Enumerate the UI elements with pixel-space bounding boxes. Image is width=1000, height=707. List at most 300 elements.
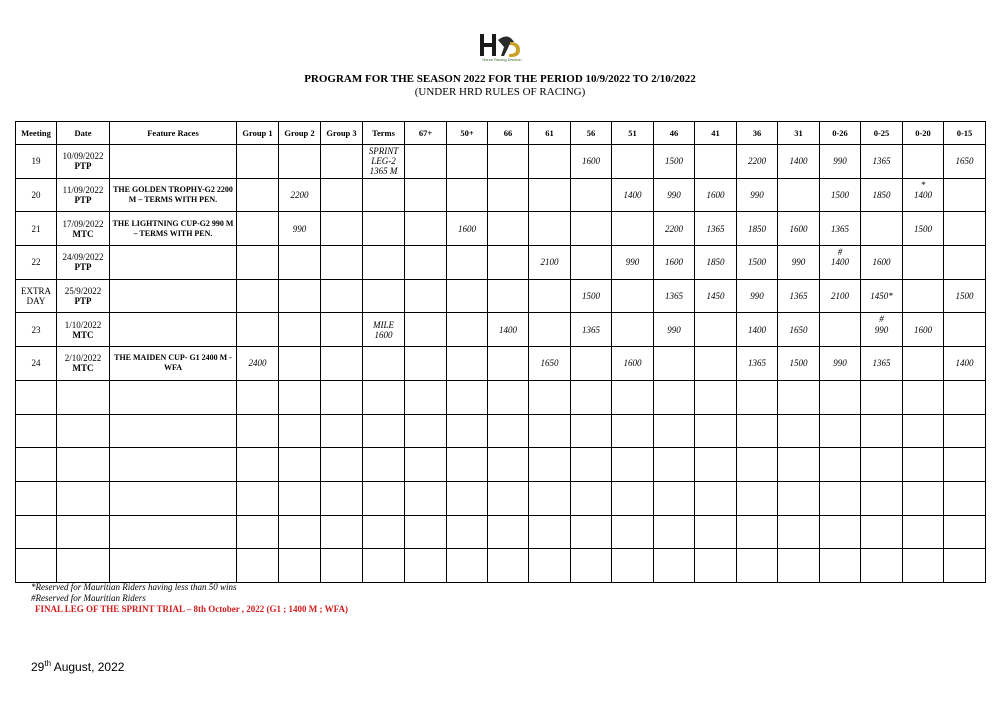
empty-cell xyxy=(488,414,529,448)
empty-cell xyxy=(654,515,695,549)
distance-cell: 1650 xyxy=(944,145,986,179)
distance-cell xyxy=(321,279,363,313)
distance-cell xyxy=(321,145,363,179)
distance-cell: 1600 xyxy=(861,246,903,280)
distance-cell xyxy=(405,212,447,246)
empty-cell xyxy=(488,549,529,583)
empty-cell xyxy=(16,380,57,414)
empty-cell xyxy=(529,380,571,414)
date-cell: 1/10/2022 MTC xyxy=(57,313,110,347)
empty-cell xyxy=(861,414,903,448)
distance-cell: 990 xyxy=(654,313,695,347)
table-row xyxy=(16,145,986,179)
distance-cell: 2200 xyxy=(279,178,321,212)
empty-cell xyxy=(903,515,944,549)
empty-cell xyxy=(695,549,737,583)
empty-cell xyxy=(944,515,986,549)
distance-cell: 1600 xyxy=(447,212,488,246)
empty-cell xyxy=(321,380,363,414)
distance-cell xyxy=(405,145,447,179)
column-header: 0-15 xyxy=(944,122,986,145)
empty-cell xyxy=(447,549,488,583)
empty-cell xyxy=(571,414,612,448)
empty-cell xyxy=(237,414,279,448)
distance-cell xyxy=(237,313,279,347)
empty-cell xyxy=(820,481,861,515)
column-header: 46 xyxy=(654,122,695,145)
empty-cell xyxy=(944,380,986,414)
meeting-cell: 22 xyxy=(16,246,57,280)
empty-cell xyxy=(695,481,737,515)
empty-cell xyxy=(405,549,447,583)
distance-cell: 1365 xyxy=(861,145,903,179)
empty-cell xyxy=(363,380,405,414)
distance-cell: 1365 xyxy=(737,347,778,381)
empty-cell xyxy=(405,414,447,448)
table-row xyxy=(16,246,986,280)
final-leg-note: FINAL LEG OF THE SPRINT TRIAL – 8th October , 2022 (G1 ; 1400 M ; WFA) xyxy=(35,604,348,614)
distance-cell: 1600 xyxy=(571,145,612,179)
program-table xyxy=(15,121,986,583)
footer-date: 29th August, 2022 xyxy=(31,659,125,674)
empty-cell xyxy=(612,549,654,583)
terms-cell xyxy=(363,212,405,246)
distance-cell xyxy=(944,178,986,212)
column-header: 66 xyxy=(488,122,529,145)
distance-cell xyxy=(279,347,321,381)
feature-race-cell xyxy=(110,145,237,179)
distance-cell: 1450* xyxy=(861,279,903,313)
empty-cell xyxy=(820,549,861,583)
distance-cell: 990 xyxy=(778,246,820,280)
empty-cell xyxy=(903,448,944,482)
distance-cell xyxy=(695,313,737,347)
empty-row xyxy=(16,448,986,482)
empty-cell xyxy=(279,414,321,448)
empty-cell xyxy=(405,380,447,414)
empty-cell xyxy=(695,414,737,448)
empty-cell xyxy=(321,481,363,515)
distance-cell xyxy=(405,246,447,280)
empty-cell xyxy=(447,515,488,549)
empty-cell xyxy=(695,515,737,549)
reserve-mark: * xyxy=(920,179,926,190)
distance-cell: 1600 xyxy=(695,178,737,212)
column-header: 61 xyxy=(529,122,571,145)
distance-cell xyxy=(944,246,986,280)
distance-cell: 990 xyxy=(737,178,778,212)
empty-cell xyxy=(861,549,903,583)
distance-cell: 1365 xyxy=(571,313,612,347)
feature-race-cell: THE LIGHTNING CUP-G2 990 M – TERMS WITH PEN. xyxy=(110,212,237,246)
distance-cell: 1650 xyxy=(529,347,571,381)
empty-cell xyxy=(237,380,279,414)
column-header: 51 xyxy=(612,122,654,145)
empty-cell xyxy=(237,448,279,482)
empty-cell xyxy=(363,481,405,515)
distance-cell xyxy=(321,246,363,280)
distance-cell xyxy=(944,212,986,246)
empty-cell xyxy=(737,549,778,583)
distance-cell: 1500 xyxy=(571,279,612,313)
distance-cell xyxy=(529,212,571,246)
empty-cell xyxy=(778,481,820,515)
empty-cell xyxy=(737,448,778,482)
empty-cell xyxy=(944,549,986,583)
date-cell: 10/09/2022 PTP xyxy=(57,145,110,179)
empty-row xyxy=(16,414,986,448)
table-row xyxy=(16,279,986,313)
distance-cell xyxy=(237,212,279,246)
date-cell: 24/09/2022 PTP xyxy=(57,246,110,280)
empty-cell xyxy=(57,414,110,448)
column-header: 50+ xyxy=(447,122,488,145)
empty-cell xyxy=(16,549,57,583)
empty-cell xyxy=(529,481,571,515)
table-row xyxy=(16,313,986,347)
empty-cell xyxy=(695,380,737,414)
empty-cell xyxy=(363,448,405,482)
distance-cell: 1500 xyxy=(944,279,986,313)
date-cell: 11/09/2022 PTP xyxy=(57,178,110,212)
distance-cell: 1365 xyxy=(695,212,737,246)
empty-cell xyxy=(529,515,571,549)
empty-cell xyxy=(571,380,612,414)
distance-cell xyxy=(279,279,321,313)
empty-row xyxy=(16,380,986,414)
distance-cell xyxy=(612,145,654,179)
distance-cell: 1365 xyxy=(778,279,820,313)
distance-cell: 1365 xyxy=(820,212,861,246)
terms-cell: MILE 1600 xyxy=(363,313,405,347)
note-star: *Reserved for Mauritian Riders having less than 50 wins xyxy=(31,582,237,592)
distance-cell xyxy=(405,279,447,313)
empty-cell xyxy=(363,515,405,549)
empty-cell xyxy=(16,414,57,448)
meeting-cell: 24 xyxy=(16,347,57,381)
distance-cell xyxy=(488,178,529,212)
empty-row xyxy=(16,515,986,549)
distance-cell xyxy=(321,212,363,246)
feature-race-cell xyxy=(110,246,237,280)
terms-cell: SPRINT LEG-2 1365 M xyxy=(363,145,405,179)
distance-cell: 1600 xyxy=(612,347,654,381)
date-cell: 17/09/2022 MTC xyxy=(57,212,110,246)
reserve-mark: # xyxy=(879,314,884,325)
distance-cell xyxy=(237,279,279,313)
table-row xyxy=(16,212,986,246)
distance-cell xyxy=(447,145,488,179)
empty-cell xyxy=(612,414,654,448)
distance-cell xyxy=(571,246,612,280)
feature-race-cell xyxy=(110,279,237,313)
empty-cell xyxy=(110,549,237,583)
empty-cell xyxy=(363,414,405,448)
distance-cell: 2100 xyxy=(820,279,861,313)
distance-cell: 1400 # xyxy=(820,246,861,280)
table-row xyxy=(16,347,986,381)
distance-cell xyxy=(488,279,529,313)
empty-cell xyxy=(820,515,861,549)
empty-cell xyxy=(488,515,529,549)
empty-cell xyxy=(654,549,695,583)
empty-cell xyxy=(447,448,488,482)
distance-cell: 1500 xyxy=(820,178,861,212)
empty-cell xyxy=(612,448,654,482)
empty-cell xyxy=(778,549,820,583)
column-header: Group 3 xyxy=(321,122,363,145)
column-header: 67+ xyxy=(405,122,447,145)
distance-cell xyxy=(778,178,820,212)
distance-cell: 990 xyxy=(654,178,695,212)
distance-cell: 990 xyxy=(820,145,861,179)
empty-cell xyxy=(488,448,529,482)
empty-cell xyxy=(944,481,986,515)
empty-cell xyxy=(737,481,778,515)
distance-cell xyxy=(321,347,363,381)
empty-cell xyxy=(529,414,571,448)
empty-cell xyxy=(57,549,110,583)
page-subtitle: (UNDER HRD RULES OF RACING) xyxy=(414,86,586,98)
date-cell: 2/10/2022 MTC xyxy=(57,347,110,381)
distance-cell: 2200 xyxy=(654,212,695,246)
empty-cell xyxy=(612,380,654,414)
distance-cell: 1365 xyxy=(861,347,903,381)
column-header: 31 xyxy=(778,122,820,145)
table-header-row xyxy=(16,122,986,145)
empty-cell xyxy=(737,414,778,448)
distance-cell xyxy=(488,145,529,179)
column-header: 0-26 xyxy=(820,122,861,145)
distance-cell: 1400 xyxy=(737,313,778,347)
distance-cell: 1400 xyxy=(612,178,654,212)
empty-row xyxy=(16,549,986,583)
meeting-cell: 19 xyxy=(16,145,57,179)
feature-race-cell xyxy=(110,313,237,347)
empty-cell xyxy=(321,515,363,549)
distance-cell xyxy=(488,246,529,280)
distance-cell: 1850 xyxy=(861,178,903,212)
column-header: 41 xyxy=(695,122,737,145)
distance-cell: 1850 xyxy=(695,246,737,280)
distance-cell xyxy=(447,246,488,280)
column-header: Terms xyxy=(363,122,405,145)
empty-cell xyxy=(488,380,529,414)
distance-cell xyxy=(279,145,321,179)
distance-cell: 1400 * xyxy=(903,178,944,212)
distance-cell: 1600 xyxy=(903,313,944,347)
meeting-cell: 23 xyxy=(16,313,57,347)
distance-cell xyxy=(571,347,612,381)
empty-row xyxy=(16,481,986,515)
distance-cell: 1500 xyxy=(903,212,944,246)
distance-cell: 1450 xyxy=(695,279,737,313)
distance-cell: 1500 xyxy=(737,246,778,280)
empty-cell xyxy=(237,481,279,515)
distance-cell xyxy=(447,313,488,347)
empty-cell xyxy=(488,481,529,515)
distance-cell xyxy=(529,313,571,347)
empty-cell xyxy=(571,549,612,583)
empty-cell xyxy=(110,481,237,515)
empty-cell xyxy=(944,414,986,448)
empty-cell xyxy=(110,380,237,414)
empty-cell xyxy=(571,481,612,515)
distance-cell xyxy=(695,145,737,179)
logo-text: Horse Racing Division xyxy=(482,57,522,62)
distance-cell xyxy=(571,212,612,246)
empty-cell xyxy=(861,515,903,549)
distance-cell xyxy=(237,246,279,280)
empty-cell xyxy=(571,448,612,482)
empty-cell xyxy=(57,515,110,549)
empty-cell xyxy=(16,481,57,515)
empty-cell xyxy=(903,549,944,583)
distance-cell: 1400 xyxy=(488,313,529,347)
distance-cell: 990 # xyxy=(861,313,903,347)
empty-cell xyxy=(279,549,321,583)
empty-cell xyxy=(903,380,944,414)
distance-cell: 1500 xyxy=(654,145,695,179)
column-header: Date xyxy=(57,122,110,145)
distance-cell: 1650 xyxy=(778,313,820,347)
empty-cell xyxy=(405,448,447,482)
empty-cell xyxy=(820,448,861,482)
empty-cell xyxy=(903,414,944,448)
empty-cell xyxy=(944,448,986,482)
empty-cell xyxy=(654,448,695,482)
empty-cell xyxy=(861,380,903,414)
meeting-cell: EXTRA DAY xyxy=(16,279,57,313)
empty-cell xyxy=(321,414,363,448)
column-header: 0-25 xyxy=(861,122,903,145)
distance-cell xyxy=(405,178,447,212)
empty-cell xyxy=(16,515,57,549)
empty-cell xyxy=(820,414,861,448)
empty-cell xyxy=(654,481,695,515)
table-row xyxy=(16,178,986,212)
distance-cell: 1500 xyxy=(778,347,820,381)
distance-cell: 990 xyxy=(820,347,861,381)
date-cell: 25/9/2022 PTP xyxy=(57,279,110,313)
empty-cell xyxy=(447,380,488,414)
distance-cell: 1600 xyxy=(654,246,695,280)
empty-cell xyxy=(237,515,279,549)
empty-cell xyxy=(110,515,237,549)
empty-cell xyxy=(778,414,820,448)
empty-cell xyxy=(778,515,820,549)
distance-cell: 1400 xyxy=(778,145,820,179)
empty-cell xyxy=(447,481,488,515)
feature-race-cell: THE MAIDEN CUP- G1 2400 M - WFA xyxy=(110,347,237,381)
distance-cell xyxy=(820,313,861,347)
distance-cell xyxy=(529,145,571,179)
empty-cell xyxy=(321,549,363,583)
empty-cell xyxy=(737,515,778,549)
distance-cell xyxy=(571,178,612,212)
empty-cell xyxy=(279,448,321,482)
empty-cell xyxy=(110,448,237,482)
distance-cell: 1400 xyxy=(944,347,986,381)
empty-cell xyxy=(279,515,321,549)
meeting-cell: 21 xyxy=(16,212,57,246)
distance-cell xyxy=(488,347,529,381)
distance-cell xyxy=(612,279,654,313)
empty-cell xyxy=(529,448,571,482)
empty-cell xyxy=(57,448,110,482)
empty-cell xyxy=(695,448,737,482)
empty-cell xyxy=(903,481,944,515)
distance-cell xyxy=(405,347,447,381)
terms-cell xyxy=(363,246,405,280)
distance-cell: 990 xyxy=(737,279,778,313)
empty-cell xyxy=(820,380,861,414)
footnotes xyxy=(31,582,236,603)
empty-cell xyxy=(237,549,279,583)
column-header: Group 1 xyxy=(237,122,279,145)
distance-cell xyxy=(529,279,571,313)
empty-cell xyxy=(778,448,820,482)
distance-cell xyxy=(321,313,363,347)
distance-cell xyxy=(612,212,654,246)
terms-cell xyxy=(363,347,405,381)
column-header: 56 xyxy=(571,122,612,145)
note-hash: #Reserved for Mauritian Riders xyxy=(31,592,146,603)
distance-cell xyxy=(279,246,321,280)
feature-race-cell: THE GOLDEN TROPHY-G2 2200 M – TERMS WITH PEN. xyxy=(110,178,237,212)
distance-cell xyxy=(529,178,571,212)
distance-cell xyxy=(447,347,488,381)
distance-cell xyxy=(903,145,944,179)
distance-cell xyxy=(447,178,488,212)
distance-cell: 2200 xyxy=(737,145,778,179)
distance-cell: 1850 xyxy=(737,212,778,246)
distance-cell xyxy=(654,347,695,381)
distance-cell: 990 xyxy=(612,246,654,280)
column-header: Group 2 xyxy=(279,122,321,145)
column-header: Feature Races xyxy=(110,122,237,145)
empty-cell xyxy=(279,481,321,515)
distance-cell: 990 xyxy=(279,212,321,246)
column-header: Meeting xyxy=(16,122,57,145)
distance-cell xyxy=(488,212,529,246)
distance-cell xyxy=(447,279,488,313)
empty-cell xyxy=(778,380,820,414)
empty-cell xyxy=(612,481,654,515)
empty-cell xyxy=(654,380,695,414)
empty-cell xyxy=(57,481,110,515)
empty-cell xyxy=(861,448,903,482)
distance-cell: 1365 xyxy=(654,279,695,313)
empty-cell xyxy=(405,481,447,515)
empty-cell xyxy=(447,414,488,448)
distance-cell: 2100 xyxy=(529,246,571,280)
column-header: 36 xyxy=(737,122,778,145)
empty-cell xyxy=(57,380,110,414)
distance-cell: 2400 xyxy=(237,347,279,381)
empty-cell xyxy=(279,380,321,414)
empty-cell xyxy=(529,549,571,583)
distance-cell xyxy=(861,212,903,246)
distance-cell xyxy=(903,347,944,381)
distance-cell: 1600 xyxy=(778,212,820,246)
empty-cell xyxy=(110,414,237,448)
empty-cell xyxy=(405,515,447,549)
terms-cell xyxy=(363,178,405,212)
terms-cell xyxy=(363,279,405,313)
empty-cell xyxy=(571,515,612,549)
meeting-cell: 20 xyxy=(16,178,57,212)
